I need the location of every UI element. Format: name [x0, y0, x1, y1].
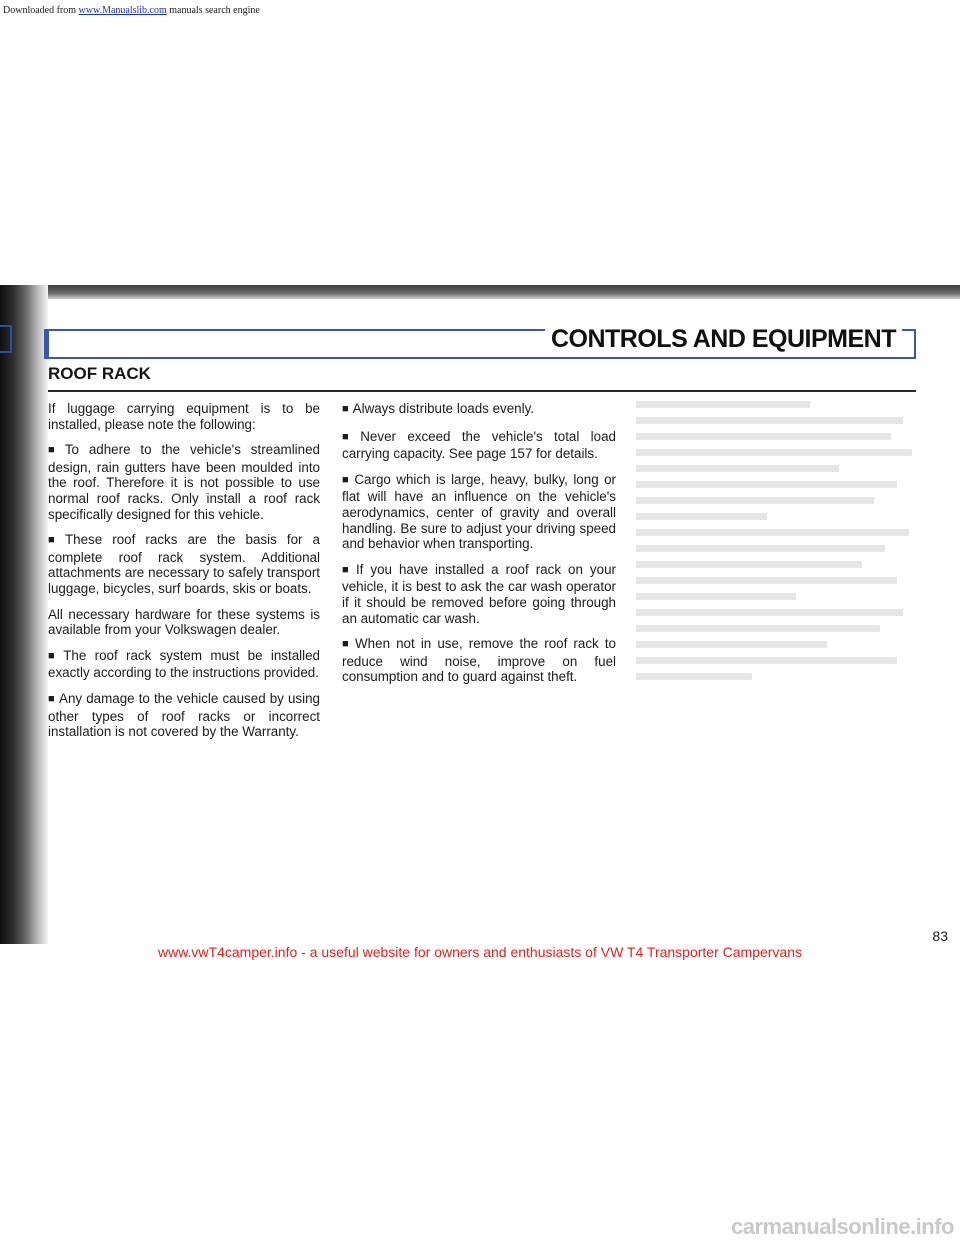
bullet-icon: ■ — [48, 534, 61, 547]
manualslib-link[interactable]: www.Manualslib.com — [78, 5, 167, 16]
bullet-icon: ■ — [48, 444, 61, 457]
paragraph-text: Never exceed the vehicle's total load carrying capacity. See page 157 for details. — [342, 428, 616, 462]
bleed-through-ghost-text — [636, 401, 926, 801]
bullet-icon: ■ — [342, 473, 351, 486]
page-number: 83 — [932, 928, 948, 944]
paragraph — [48, 532, 320, 596]
paragraph — [342, 636, 616, 685]
paragraph-text: Any damage to the vehicle caused by using other types of roof racks or incorrect installation is not covered by the Warranty. — [48, 690, 320, 740]
paragraph-text: The roof rack system must be installed exactly according to the instructions provided. — [48, 647, 320, 681]
paragraph-text: Always distribute loads evenly. — [352, 401, 535, 416]
paragraph-text: Cargo which is large, heavy, bulky, long or flat will have an influence on the vehicle's aerodynamics, center of gravity and overall handling. Be sure to adjust your driving speed and behavior when transporting. — [342, 471, 616, 552]
banner-prefix: Downloaded from — [3, 5, 79, 16]
paragraph-text: If you have installed a roof rack on your vehicle, it is best to ask the car wash operator if it should be removed before going through an automatic car wash. — [342, 561, 616, 626]
footer-credit-text[interactable]: www.vwT4camper.info - a useful website for owners and enthusiasts of VW T4 Transporter Campervans — [157, 944, 803, 960]
book-spine-shadow — [0, 285, 48, 960]
page-heading: ROOF RACK — [48, 364, 151, 383]
section-title: CONTROLS AND EQUIPMENT — [545, 325, 902, 354]
bullet-icon: ■ — [342, 403, 349, 415]
paragraph — [48, 607, 320, 638]
footer-credit — [0, 944, 960, 960]
bullet-icon: ■ — [342, 563, 352, 576]
heading-rule — [48, 390, 916, 392]
paragraph — [48, 648, 320, 681]
paragraph-text: These roof racks are the basis for a complete roof rack system. Additional attachments are necessary to safely transport luggage, bicycles, surf boards, skis or boats. — [48, 532, 320, 596]
scan-top-shadow — [0, 285, 960, 299]
paragraph — [48, 442, 320, 522]
site-watermark: carmanualsonline.info — [731, 1214, 954, 1239]
paragraph-text: To adhere to the vehicle's streamlined design, rain gutters have been moulded into the roof. Therefore it is not possible to use normal roof racks. Only install a roof rack specifically designed for this vehicle. — [48, 442, 320, 522]
paragraph-text: When not in use, remove the roof rack to reduce wind noise, improve on fuel consumption and to guard against theft. — [342, 636, 616, 685]
paragraph — [342, 429, 616, 462]
paragraph — [48, 691, 320, 740]
bullet-icon: ■ — [48, 692, 56, 705]
spine-tab-mark — [0, 325, 12, 353]
paragraph — [342, 472, 616, 552]
paragraph — [342, 401, 616, 419]
bullet-icon: ■ — [342, 430, 357, 443]
paragraph — [48, 401, 320, 432]
paragraph-text: All necessary hardware for these systems is available from your Volkswagen dealer. — [48, 606, 320, 638]
paragraph — [342, 562, 616, 626]
download-banner — [0, 0, 960, 22]
left-column — [48, 401, 320, 750]
paragraph-text: If luggage carrying equipment is to be installed, please note the following: — [48, 401, 320, 432]
banner-suffix: manuals search engine — [166, 5, 260, 16]
bullet-icon: ■ — [48, 649, 60, 662]
middle-column — [342, 401, 616, 695]
scanned-page — [0, 285, 960, 960]
bullet-icon: ■ — [342, 638, 352, 651]
